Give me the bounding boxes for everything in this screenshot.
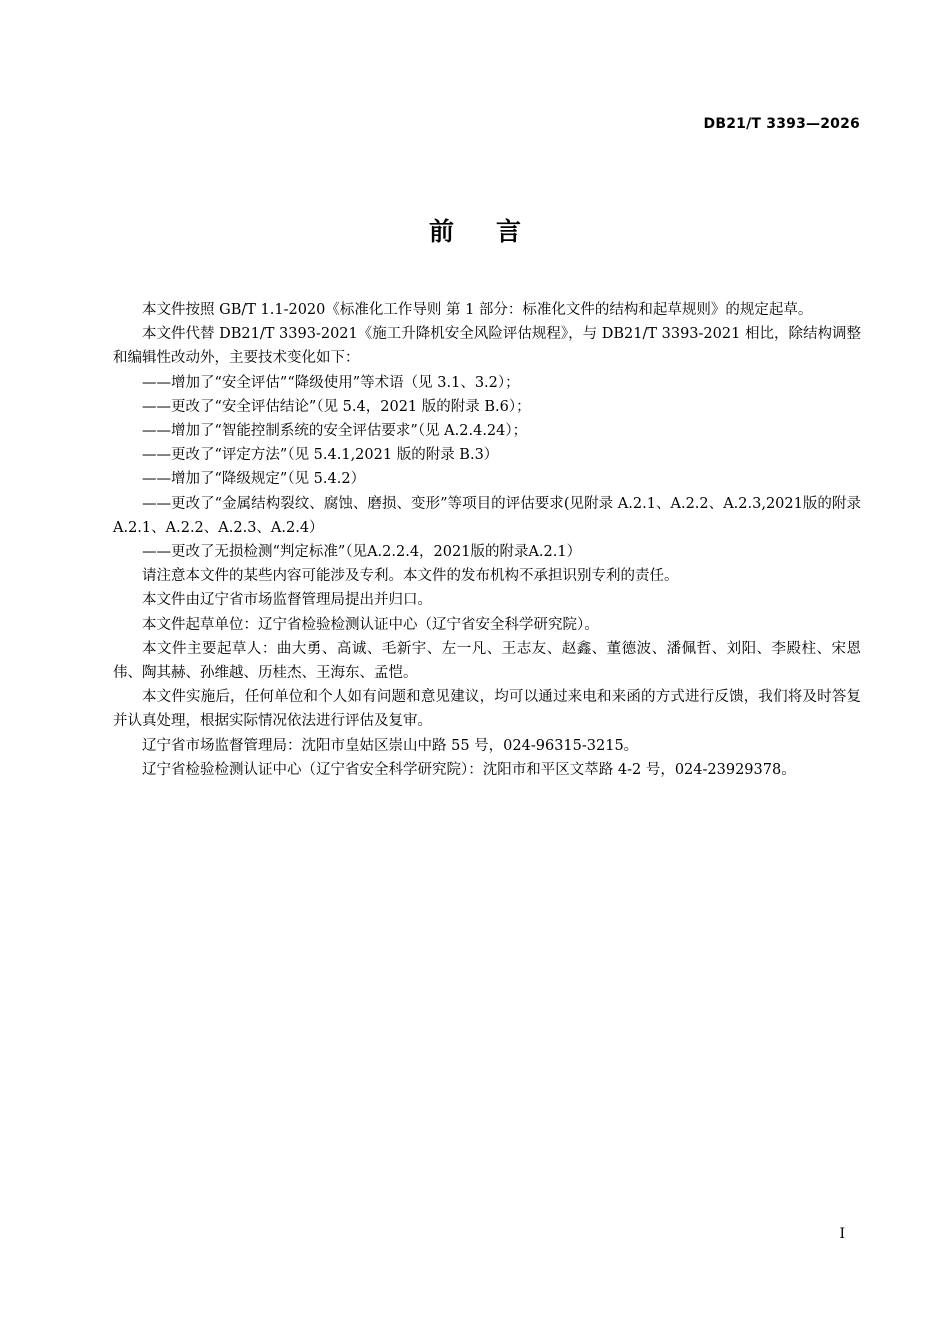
page-title-part-2: 言 (496, 217, 522, 246)
change-item-method: ——更改了“评定方法”（见 5.4.1,2021 版的附录 B.3） (142, 447, 499, 464)
paragraph-contact-institute: 辽宁省检验检测认证中心（辽宁省安全科学研究院）：沈阳市和平区文萃路 4-2 号，024-23929378。 (142, 761, 796, 778)
change-item-metal-structure: ——更改了“金属结构裂纹、腐蚀、磨损、变形”等项目的评估要求(见附录 A.2.1、A.2.2、A.2.3,2021版的附录 A.2.1、A.2.2、A.2.3、A.2.4） (113, 495, 861, 536)
document-code: DB21/T 3393—2026 (703, 116, 860, 132)
page-title (0, 212, 950, 248)
paragraph-replacement: 本文件代替 DB21/T 3393-2021《施工升降机安全风险评估规程》，与 DB21/T 3393-2021 相比，除结构调整和编辑性改动外，主要技术变化如下： (113, 326, 861, 367)
paragraph-drafting-basis: 本文件按照 GB/T 1.1-2020《标准化工作导则 第 1 部分：标准化文件的结构和起草规则》的规定起草。 (142, 302, 813, 318)
paragraph-patent-notice: 请注意本文件的某些内容可能涉及专利。本文件的发布机构不承担识别专利的责任。 (142, 568, 679, 585)
paragraph-feedback: 本文件实施后，任何单位和个人如有问题和意见建议，均可以通过来电和来函的方式进行反馈，我们将及时答复并认真处理，根据实际情况依法进行评估及复审。 (113, 689, 861, 730)
change-item-terms: ——增加了“安全评估”“降级使用”等术语（见 3.1、3.2）； (142, 374, 520, 391)
foreword-body (113, 298, 861, 782)
paragraph-drafters: 本文件主要起草人：曲大勇、高诚、毛新宇、左一凡、王志友、赵鑫、董德波、潘佩哲、刘阳、李殿柱、宋恩伟、陶其赫、孙维越、历桂杰、王海东、孟恺。 (113, 640, 861, 682)
paragraph-drafting-unit: 本文件起草单位：辽宁省检验检测认证中心（辽宁省安全科学研究院）。 (142, 616, 599, 633)
page-number: I (839, 1226, 845, 1242)
paragraph-contact-regulator: 辽宁省市场监督管理局：沈阳市皇姑区崇山中路 55 号，024-96315-3215。 (142, 737, 639, 754)
page-title-part-1: 前 (428, 217, 454, 246)
change-item-ndt: ——更改了无损检测“判定标准”（见A.2.2.4，2021版的附录A.2.1） (142, 544, 582, 561)
change-item-conclusion: ——更改了“安全评估结论”（见 5.4，2021 版的附录 B.6）； (142, 398, 531, 415)
change-item-downgrade: ——增加了“降级规定”（见 5.4.2） (142, 471, 366, 488)
paragraph-proposer: 本文件由辽宁省市场监督管理局提出并归口。 (142, 592, 432, 609)
change-item-smart-control: ——增加了“智能控制系统的安全评估要求”（见 A.2.4.24）； (142, 423, 528, 440)
